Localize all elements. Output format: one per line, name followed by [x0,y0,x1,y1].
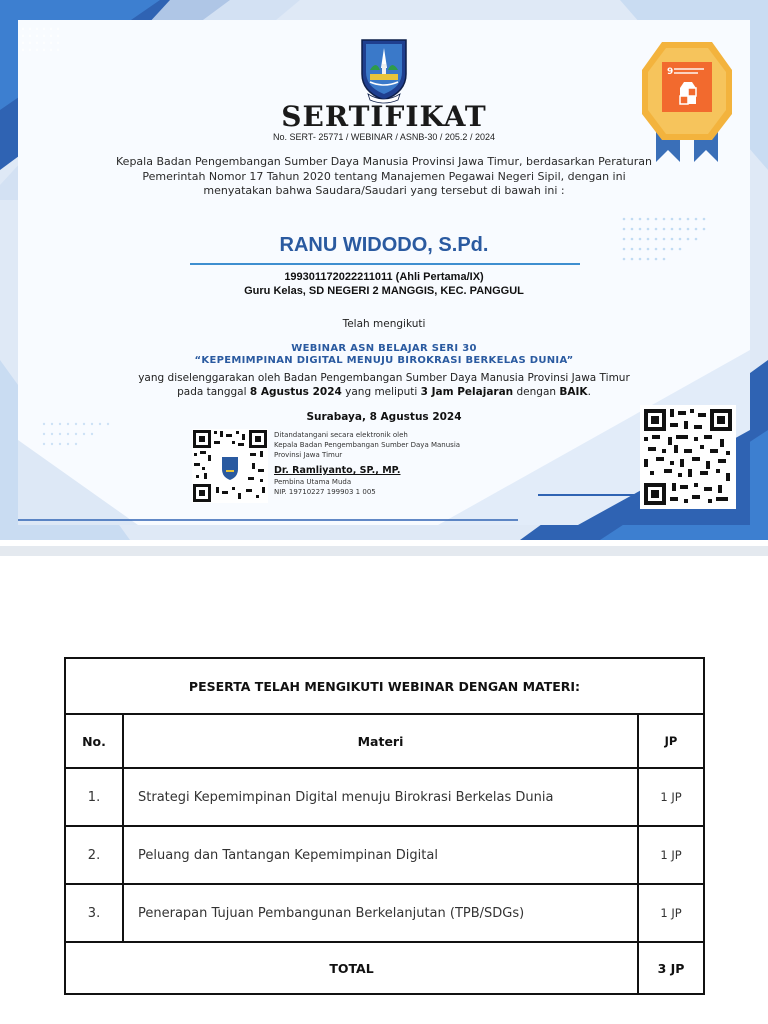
place-date: Surabaya, 8 Agustus 2024 [306,411,462,423]
signer-name: Dr. Ramliyanto, SP., MP. [274,465,401,476]
verification-qr-code [640,405,736,509]
row-jp: 1 JP [638,884,704,942]
table-heading: PESERTA TELAH MENGIKUTI WEBINAR DENGAN MATERI: [65,658,704,714]
sign-line-3: Provinsi Jawa Timur [274,451,343,459]
table-row [65,884,704,942]
total-jp: 3 JP [638,942,704,994]
materials-table [64,657,705,995]
organizer-text [80,371,688,399]
signer-rank: Pembina Utama Muda [274,478,352,486]
signature-block [274,430,534,497]
webinar-name: WEBINAR ASN BELAJAR SERI 30 [291,343,477,354]
date-line [80,385,688,399]
organizer-line: yang diselenggarakan oleh Badan Pengembangan Sumber Daya Manusia Provinsi Jawa Timur [138,372,630,384]
row-jp: 1 JP [638,826,704,884]
total-row [65,942,704,994]
sdg-badge [640,40,734,162]
intro-text: Kepala Badan Pengembangan Sumber Daya Manusia Provinsi Jawa Timur, berdasarkan Peraturan Pemerintah Nomor 17 Tahun 2020 tentang Manajemen Pegawai Negeri Sipil, dengan ini menyatakan bahwa Saudara/Saudari yang tersebut di bawah ini : [116,155,652,197]
certificate-title: SERTIFIKAT [281,100,487,133]
row-no: 1. [65,768,123,826]
col-header-materi: Materi [123,714,638,768]
coat-of-arms-logo [358,34,410,104]
row-materi: Peluang dan Tantangan Kepemimpinan Digital [123,826,638,884]
lesson-hours: 3 Jam Pelajaran [420,386,514,398]
dot-pattern [20,26,62,56]
certificate-number: No. SERT- 25771 / WEBINAR / ASNB-30 / 205.2 / 2024 [273,132,495,142]
total-label: TOTAL [65,942,638,994]
recipient-name: RANU WIDODO, S.Pd. [279,234,489,256]
date-prefix: pada tanggal [177,386,250,398]
col-header-no: No. [65,714,123,768]
name-underline [190,263,580,265]
grade-suffix: . [587,386,591,398]
event-date: 8 Agustus 2024 [249,386,342,398]
sign-line-1: Ditandatangani secara elektronik oleh [274,431,408,439]
signature-qr-code [192,429,268,503]
webinar-theme: “KEPEMIMPINAN DIGITAL MENUJU BIROKRASI BERKELAS DUNIA” [194,355,574,366]
table-row [65,768,704,826]
sdg-number: 9 [667,67,674,77]
row-no: 2. [65,826,123,884]
row-materi: Penerapan Tujuan Pembangunan Berkelanjutan (TPB/SDGs) [123,884,638,942]
grade: BAIK [559,386,588,398]
col-header-jp: JP [638,714,704,768]
date-mid: yang meliputi [341,386,421,398]
grade-prefix: dengan [513,386,560,398]
row-materi: Strategi Kepemimpinan Digital menuju Birokrasi Berkelas Dunia [123,768,638,826]
row-no: 3. [65,884,123,942]
materials-page [0,546,768,1024]
row-jp: 1 JP [638,768,704,826]
recipient-nip: 199301172022211011 (Ahli Pertama/IX) [284,271,484,283]
followed-text: Telah mengikuti [342,318,426,330]
signer-nip: NIP. 19710227 199903 1 005 [274,488,376,496]
dot-pattern-left [40,420,140,470]
sign-line-2: Kepala Badan Pengembangan Sumber Daya Manusia [274,441,461,449]
table-row [65,826,704,884]
recipient-job: Guru Kelas, SD NEGERI 2 MANGGIS, KEC. PANGGUL [244,285,524,297]
